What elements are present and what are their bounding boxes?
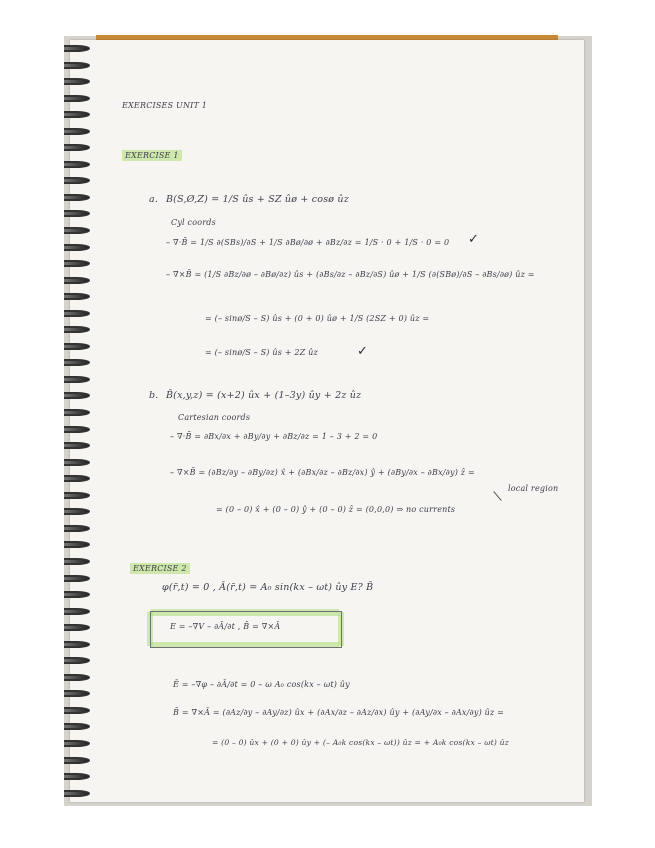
exercise-2-e-field: Ē = –∇φ – ∂Ā/∂t = 0 – ω A₀ cos(kx – ωt) ûy (173, 680, 350, 689)
spiral-coil (64, 641, 90, 648)
part-b-coords: Cartesian coords (178, 413, 251, 422)
spiral-coil (64, 740, 90, 747)
part-b-label: b. (149, 390, 159, 401)
check-mark-icon: ✓ (357, 344, 368, 359)
spiral-coil (64, 128, 90, 135)
spiral-coil (64, 260, 90, 267)
exercise-2-heading: EXERCISE 2 (130, 563, 190, 574)
spiral-coil (64, 442, 90, 449)
check-mark-icon: ✓ (468, 232, 479, 247)
part-b-curl-line-2: = (0 – 0) x̂ + (0 – 0) ŷ + (0 – 0) ẑ = (0,0,0) ⇒ no currents (216, 505, 456, 514)
spiral-coil (64, 690, 90, 697)
spiral-coil (64, 95, 90, 102)
spiral-coil (64, 624, 90, 631)
spiral-coil (64, 575, 90, 582)
spiral-coil (64, 475, 90, 482)
exercise-2-b-field-line-1: B̄ = ∇×Ā = (∂Az/∂y – ∂Ay/∂z) ûx + (∂Ax/∂z – ∂Az/∂x) ûy + (∂Ay/∂x – ∂Ax/∂y) ûz = (173, 708, 505, 717)
part-a-curl-line-1: – ∇×B̄ = (1/S ∂Bz/∂ø – ∂Bø/∂z) ûs + (∂Bs/∂z – ∂Bz/∂S) ûø + 1/S (∂(SBø)/∂S – ∂Bs/∂ø) ûz = (166, 270, 535, 279)
spiral-coil (64, 790, 90, 797)
spiral-coil (64, 343, 90, 350)
part-a-curl-line-3: = (– sinø/S – S) ûs + 2Z ûz (205, 348, 318, 357)
spiral-coil (64, 541, 90, 548)
part-a-field: B(S,Ø,Z) = 1/S ûs + SZ ûø + cosø ûz (166, 194, 349, 205)
spiral-coil (64, 392, 90, 399)
spiral-coil (64, 277, 90, 284)
spiral-binding (64, 45, 94, 797)
spiral-coil (64, 78, 90, 85)
spiral-coil (64, 674, 90, 681)
spiral-coil (64, 161, 90, 168)
exercise-1-heading: EXERCISE 1 (122, 150, 182, 161)
spiral-coil (64, 210, 90, 217)
spiral-coil (64, 376, 90, 383)
spiral-coil (64, 558, 90, 565)
part-a-curl-line-2: = (– sinø/S – S) ûs + (0 + 0) ûø + 1/S (2SZ + 0) ûz = (205, 314, 430, 323)
formula-box-text: E = –∇V – ∂Ā/∂t , B̄ = ∇×Ā (170, 622, 281, 631)
spiral-coil (64, 111, 90, 118)
spiral-coil (64, 144, 90, 151)
spiral-coil (64, 426, 90, 433)
spiral-coil (64, 227, 90, 234)
page-header: EXERCISES UNIT 1 (122, 101, 208, 110)
spiral-coil (64, 310, 90, 317)
spiral-coil (64, 244, 90, 251)
part-b-curl-line-1: – ∇×B̄ = (∂Bz/∂y – ∂By/∂z) x̂ + (∂Bx/∂z – ∂Bz/∂x) ŷ + (∂By/∂x – ∂Bx/∂y) ẑ = (170, 468, 475, 477)
part-a-divergence: – ∇·B̄ = 1/S ∂(SBs)/∂S + 1/S ∂Bø/∂ø + ∂Bz/∂z = 1/S · 0 + 1/S · 0 = 0 (166, 238, 450, 247)
spiral-coil (64, 359, 90, 366)
part-a-coords: Cyl coords (171, 218, 216, 227)
spiral-coil (64, 326, 90, 333)
spiral-coil (64, 757, 90, 764)
spiral-coil (64, 293, 90, 300)
local-region-note: local region (508, 484, 559, 493)
spiral-coil (64, 608, 90, 615)
spiral-coil (64, 409, 90, 416)
spiral-coil (64, 194, 90, 201)
spiral-coil (64, 773, 90, 780)
exercise-2-b-field-line-2: = (0 – 0) ûx + (0 + 0) ûy + (– A₀k cos(kx – ωt)) ûz = + A₀k cos(kx – ωt) ûz (212, 738, 509, 747)
spiral-coil (64, 591, 90, 598)
spiral-coil (64, 177, 90, 184)
spiral-coil (64, 62, 90, 69)
spiral-coil (64, 657, 90, 664)
part-a-label: a. (149, 194, 159, 205)
spiral-coil (64, 723, 90, 730)
spiral-coil (64, 45, 90, 52)
spiral-coil (64, 492, 90, 499)
spiral-coil (64, 459, 90, 466)
part-b-field: B̄(x,y,z) = (x+2) ûx + (1–3y) ûy + 2z ûz (166, 390, 362, 401)
part-b-divergence: – ∇·B̄ = ∂Bx/∂x + ∂By/∂y + ∂Bz/∂z = 1 – 3 + 2 = 0 (170, 432, 378, 441)
spiral-coil (64, 508, 90, 515)
spiral-coil (64, 707, 90, 714)
exercise-2-given: φ(r̄,t) = 0 , Ā(r̄,t) = A₀ sin(kx – ωt) ûy E? B̄ (162, 582, 374, 593)
spiral-coil (64, 525, 90, 532)
